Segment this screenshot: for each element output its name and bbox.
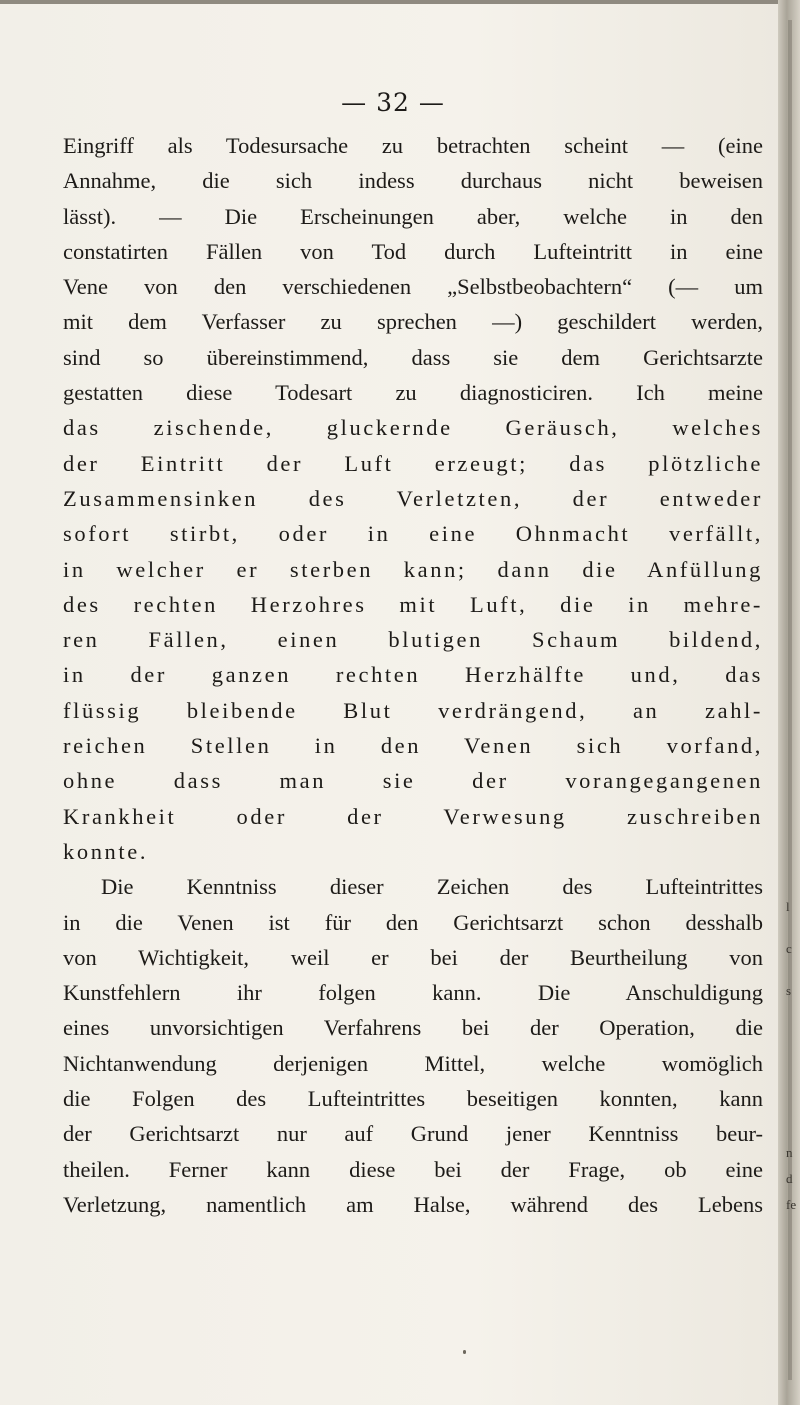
text-line: Verletzung, namentlich am Halse, während des Lebens	[63, 1191, 763, 1217]
text-line: Eingriff als Todesursache zu betrachten scheint — (eine	[63, 133, 763, 158]
fragment: n	[786, 1145, 793, 1160]
text-line: das zischende, gluckernde Geräusch, welches	[63, 415, 763, 441]
fragment: fe	[786, 1197, 797, 1212]
text-line: Vene von den verschiedenen „Selbstbeobachtern“ (— um	[63, 274, 763, 300]
top-rule	[0, 0, 786, 4]
body-text	[63, 128, 763, 1222]
text-line: eines unvorsichtigen Verfahrens bei der Operation, die	[63, 1015, 763, 1041]
paragraph-1	[63, 128, 763, 869]
text-line: reichen Stellen in den Venen sich vorfand,	[63, 733, 763, 759]
print-speck	[463, 1350, 466, 1354]
fragment: s	[786, 983, 792, 998]
text-line: lässt). — Die Erscheinungen aber, welche in den	[63, 203, 763, 229]
text-line: ren Fällen, einen blutigen Schaum bildend,	[63, 627, 763, 653]
text-line: constatirten Fällen von Tod durch Lufteintritt in eine	[63, 238, 763, 264]
text-line: theilen. Ferner kann diese bei der Frage, ob eine	[63, 1156, 763, 1182]
text-line: des rechten Herzohres mit Luft, die in mehre-	[63, 591, 763, 617]
text-line: sind so übereinstimmend, dass sie dem Gerichtsarzte	[63, 344, 763, 370]
text-line: gestatten diese Todesart zu diagnosticiren. Ich meine	[63, 380, 763, 406]
text-line: Zusammensinken des Verletzten, der entweder	[63, 485, 763, 511]
page-number: — 32 —	[341, 88, 445, 117]
text-line: der Gerichtsarzt nur auf Grund jener Kenntniss beur-	[63, 1121, 763, 1147]
paragraph-2	[63, 869, 763, 1222]
text-line: ohne dass man sie der vorangegangenen	[63, 768, 763, 794]
text-line: konnte.	[63, 838, 149, 864]
text-line: Nichtanwendung derjenigen Mittel, welche womöglich	[63, 1050, 763, 1076]
text-line: mit dem Verfasser zu sprechen —) geschildert werden,	[63, 309, 763, 335]
text-line: Kunstfehlern ihr folgen kann. Die Anschuldigung	[63, 980, 763, 1006]
text-line: Annahme, die sich indess durchaus nicht beweisen	[63, 168, 763, 194]
text-line: der Eintritt der Luft erzeugt; das plötzliche	[63, 450, 763, 476]
fragment: l	[786, 899, 790, 914]
fragment: c	[786, 941, 792, 956]
text-line: in die Venen ist für den Gerichtsarzt schon desshalb	[63, 909, 763, 935]
text-line: von Wichtigkeit, weil er bei der Beurtheilung von	[63, 944, 763, 970]
text-line: sofort stirbt, oder in eine Ohnmacht verfällt,	[63, 521, 763, 547]
text-line: die Folgen des Lufteintrittes beseitigen konnten, kann	[63, 1086, 763, 1112]
text-line: in welcher er sterben kann; dann die Anfüllung	[63, 556, 763, 582]
text-line: flüssig bleibende Blut verdrängend, an zahl-	[63, 697, 763, 723]
text-line: Die Kenntniss dieser Zeichen des Lufteintrittes	[101, 874, 763, 900]
text-line: in der ganzen rechten Herzhälfte und, das	[63, 662, 763, 688]
text-line: Krankheit oder der Verwesung zuschreiben	[63, 803, 763, 829]
fragment: d	[786, 1171, 793, 1186]
book-gutter	[778, 0, 800, 1405]
